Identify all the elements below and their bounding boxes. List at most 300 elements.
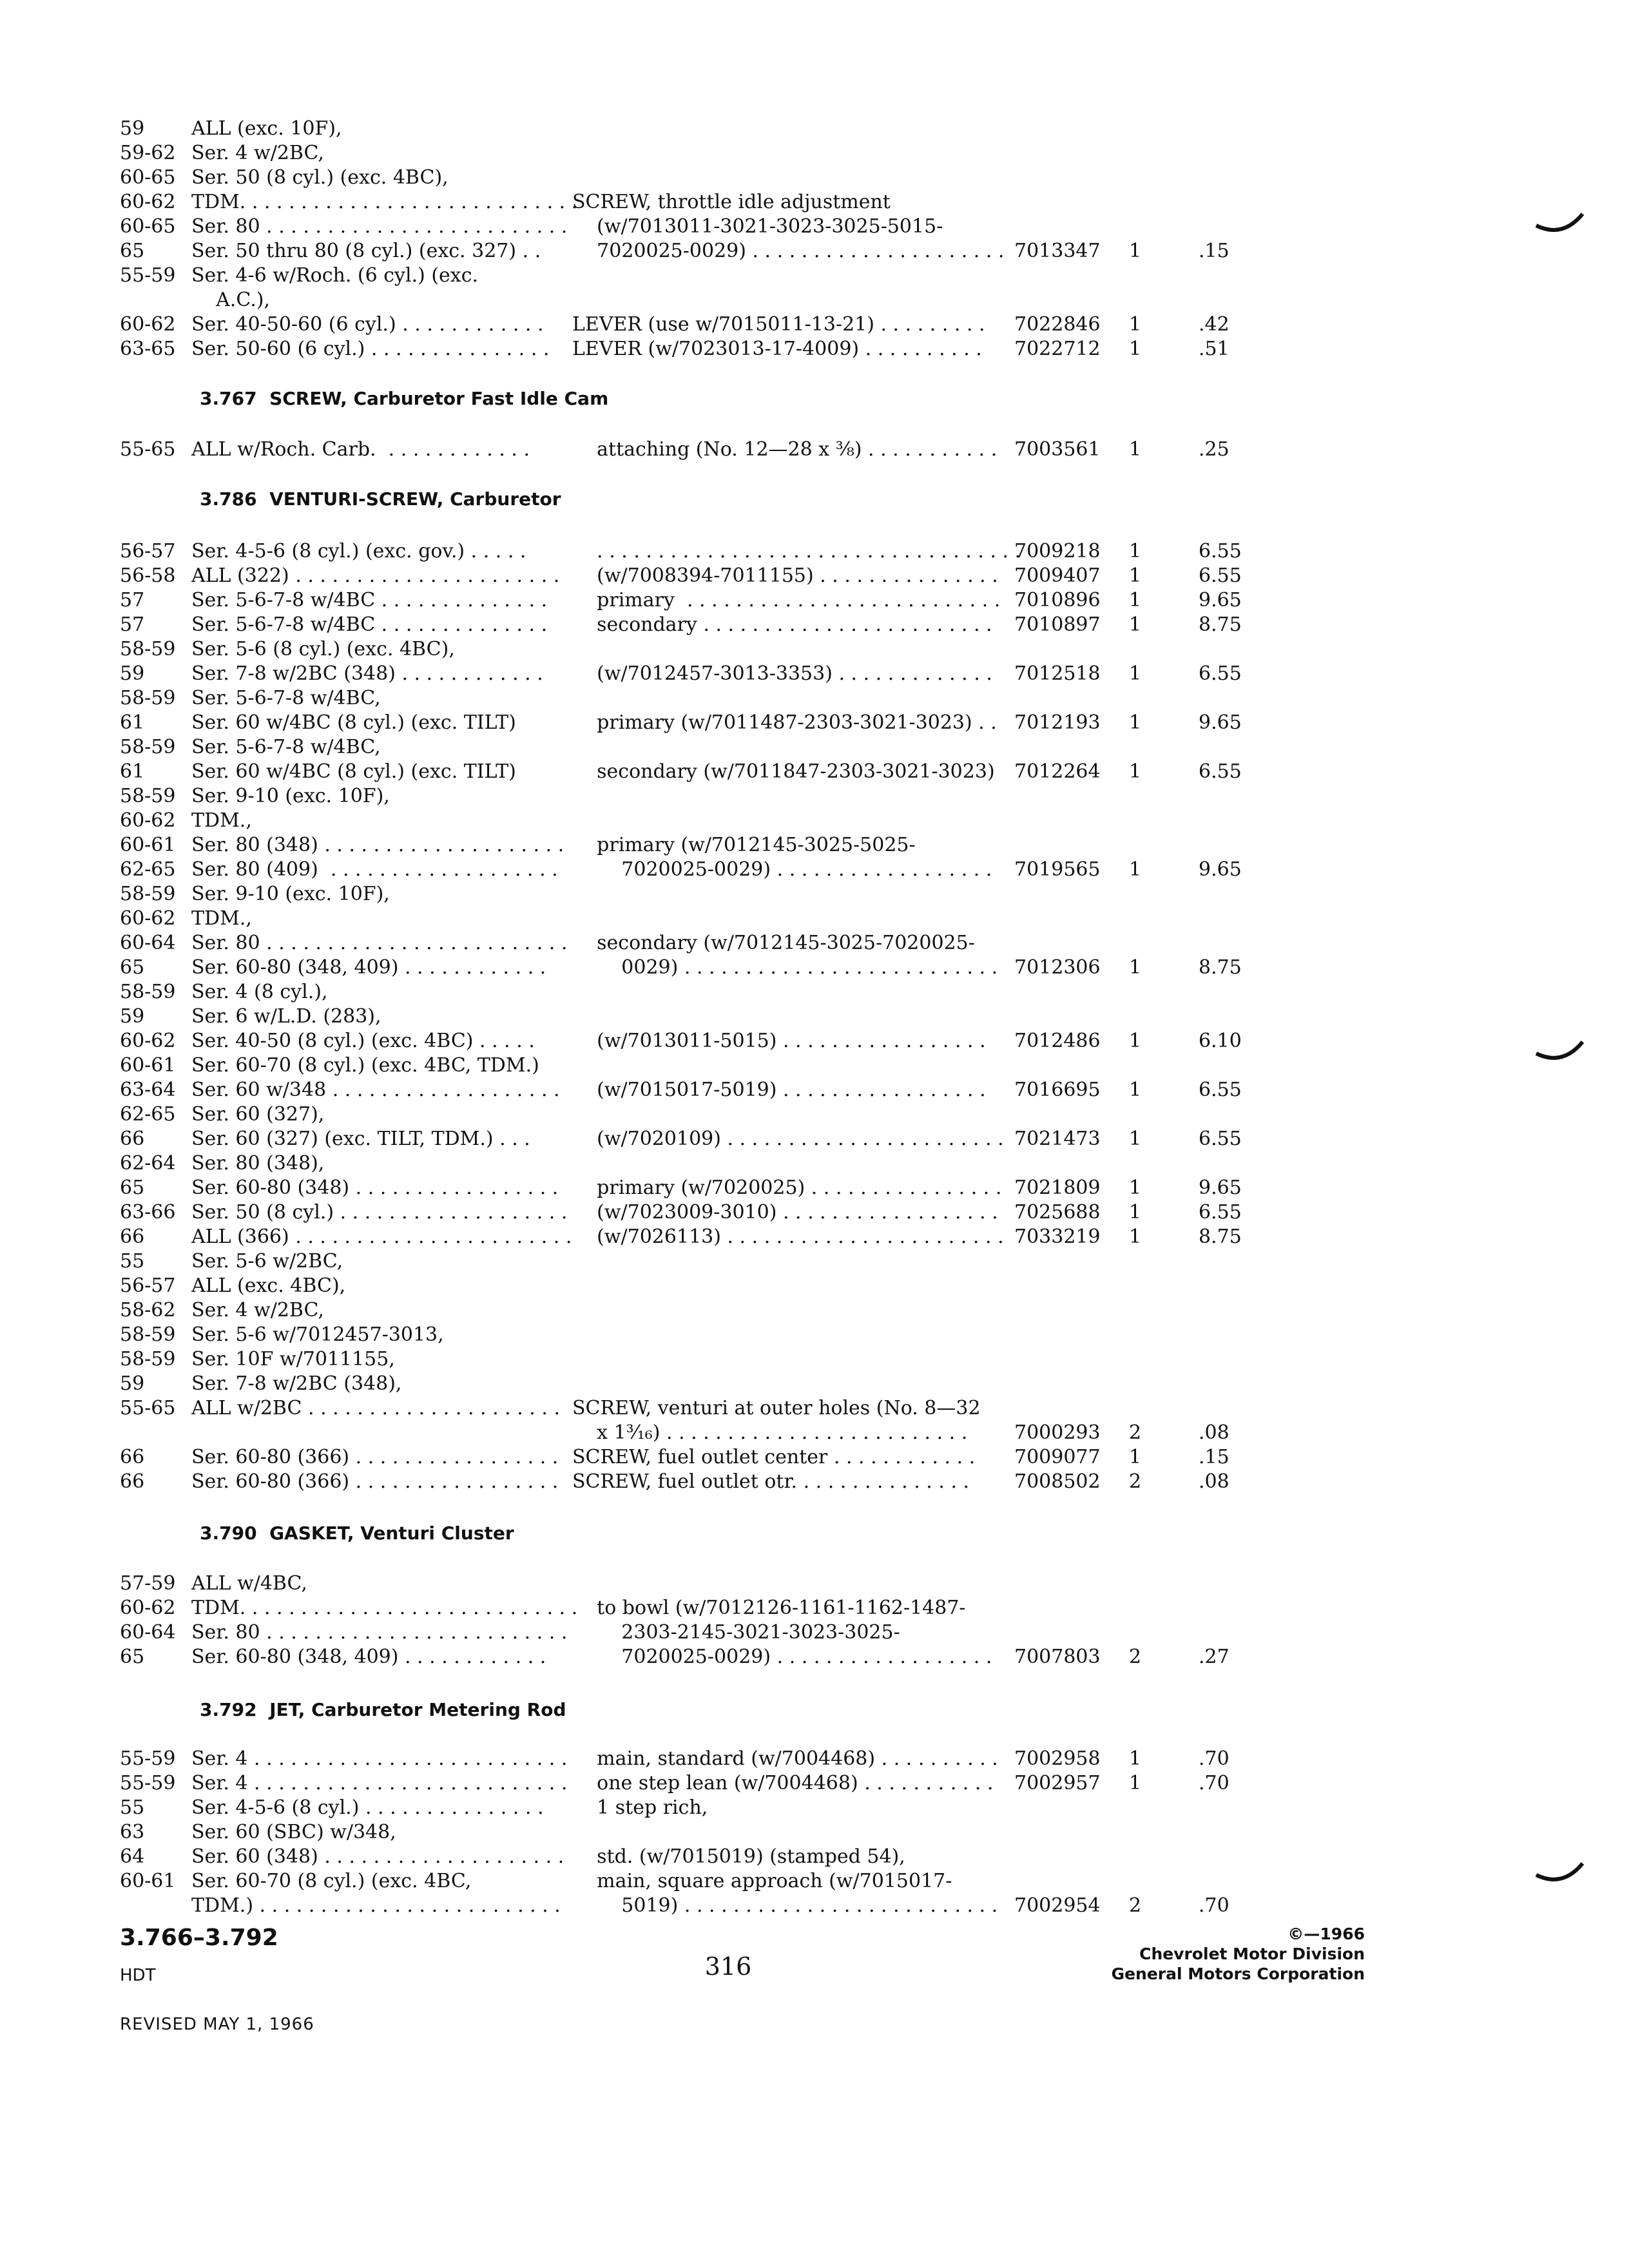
year-range: 57 [120,613,145,636]
table-row [0,930,1629,956]
table-row [0,1820,1629,1845]
quantity: 1 [1129,438,1142,461]
part-description: 7020025-0029) . . . . . . . . . . . . . . . . . . [572,1646,992,1668]
part-description: SCREW, venturi at outer holes (No. 8—32 [572,1397,981,1419]
table-row [0,906,1629,932]
division-name: Chevrolet Motor Division [1139,1945,1365,1963]
year-range: 56-58 [120,564,176,587]
part-number: 7003561 [1014,438,1101,461]
part-description: primary (w/7012145-3025-5025- [572,834,916,856]
price: 9.65 [1199,858,1242,881]
year-range: 60-64 [120,1621,176,1644]
section-heading-3767: 3.767 SCREW, Carburetor Fast Idle Cam [200,388,609,409]
quantity: 1 [1129,1225,1142,1248]
part-description: . . . . . . . . . . . . . . . . . . . . . . . . . . . . . . . . . . . [572,540,1021,562]
price: 9.65 [1199,1177,1242,1199]
part-description: primary (w/7020025) . . . . . . . . . . . . . . . . [572,1177,1002,1199]
year-range: 59 [120,1372,145,1395]
part-description: secondary (w/7011847-2303-3021-3023) [572,760,995,783]
quantity: 2 [1129,1894,1142,1917]
year-range: 58-62 [120,1299,176,1321]
section-heading-3786: 3.786 VENTURI-SCREW, Carburetor [200,488,561,510]
part-description: std. (w/7015019) (stamped 54), [572,1845,905,1868]
part-description: primary . . . . . . . . . . . . . . . . . . . . . . . . . . [572,589,1001,611]
year-range: 55-65 [120,438,176,461]
table-row [0,1893,1629,1919]
description: ALL w/2BC . . . . . . . . . . . . . . . . . . . . . [191,1397,560,1419]
quantity: 1 [1129,1446,1142,1468]
description: Ser. 60-80 (348) . . . . . . . . . . . . . . . . . [191,1177,559,1199]
description: Ser. 4 . . . . . . . . . . . . . . . . . . . . . . . . . . [191,1772,568,1794]
quantity: 1 [1129,711,1142,734]
description: ALL (exc. 4BC), [191,1274,346,1297]
table-row [0,1126,1629,1152]
year-range: 60-65 [120,166,176,189]
year-range: 66 [120,1446,145,1468]
description: Ser. 7-8 w/2BC (348) . . . . . . . . . . . . [191,662,543,685]
part-description: (w/7023009-3010) . . . . . . . . . . . . . . . . . . [572,1201,998,1224]
description: Ser. 9-10 (exc. 10F), [191,785,390,807]
quantity: 2 [1129,1421,1142,1444]
year-range: 65 [120,240,145,262]
part-description: main, square approach (w/7015017- [572,1870,952,1892]
quantity: 1 [1129,564,1142,587]
part-description: LEVER (use w/7015011-13-21) . . . . . . . . . [572,313,985,336]
part-description: primary (w/7011487-2303-3021-3023) . . [572,711,997,734]
year-range: 58-59 [120,1348,176,1370]
part-number: 7012193 [1014,711,1101,734]
description: Ser. 80 (409) . . . . . . . . . . . . . . . . . . . [191,858,558,881]
price: 6.55 [1199,662,1242,685]
description: Ser. 40-50 (8 cyl.) (exc. 4BC) . . . . . [191,1030,535,1052]
year-range: 55-59 [120,1772,176,1794]
table-row [0,710,1629,736]
description: Ser. 7-8 w/2BC (348), [191,1372,402,1395]
part-description: attaching (No. 12—28 x ⅜) . . . . . . . . . . . [572,438,998,461]
year-range: 60-61 [120,834,176,856]
description: Ser. 50-60 (6 cyl.) . . . . . . . . . . . . . . . [191,338,550,360]
table-row [0,881,1629,907]
description: Ser. 80 . . . . . . . . . . . . . . . . . . . . . . . . . [191,932,568,954]
part-number: 7000293 [1014,1421,1101,1444]
year-range: 60-61 [120,1870,176,1892]
description: Ser. 4-6 w/Roch. (6 cyl.) (exc. [191,264,479,287]
year-range: 64 [120,1845,145,1868]
part-description: (w/7008394-7011155) . . . . . . . . . . . . . . . [572,564,998,587]
table-row [0,1595,1629,1621]
year-range: 58-59 [120,883,176,905]
table-row [0,1224,1629,1250]
table-row [0,238,1629,264]
part-number: 7021473 [1014,1128,1101,1150]
price: 6.55 [1199,564,1242,587]
year-range: 61 [120,760,145,783]
table-row [0,1273,1629,1299]
part-number: 7007803 [1014,1646,1101,1668]
part-number: 7019565 [1014,858,1101,881]
year-range: 60-62 [120,1597,176,1619]
table-row [0,1396,1629,1421]
description: Ser. 60-80 (366) . . . . . . . . . . . . . . . . . [191,1470,559,1493]
year-range: 55-59 [120,1747,176,1770]
part-description: SCREW, fuel outlet otr. . . . . . . . . . . . . . . [572,1470,970,1493]
year-range: 61 [120,711,145,734]
description: Ser. 5-6-7-8 w/4BC . . . . . . . . . . . . . . [191,589,548,611]
table-row [0,1151,1629,1177]
year-range: 59 [120,117,145,140]
part-number: 7021809 [1014,1177,1101,1199]
part-description: 7020025-0029) . . . . . . . . . . . . . . . . . . . . . [572,240,1005,262]
table-row [0,539,1629,564]
description: TDM., [191,809,252,832]
year-range: 59 [120,1005,145,1028]
table-row [0,1869,1629,1894]
description: Ser. 4 . . . . . . . . . . . . . . . . . . . . . . . . . . [191,1747,568,1770]
description: Ser. 9-10 (exc. 10F), [191,883,390,905]
revision-date: REVISED MAY 1, 1966 [120,2015,314,2034]
description: TDM., [191,907,252,930]
price: 6.55 [1199,1201,1242,1224]
quantity: 1 [1129,956,1142,979]
description: Ser. 5-6-7-8 w/4BC . . . . . . . . . . . . . . [191,613,548,636]
table-row [0,1004,1629,1030]
description: ALL (exc. 10F), [191,117,342,140]
description: Ser. 6 w/L.D. (283), [191,1005,381,1028]
year-range: 66 [120,1225,145,1248]
year-range: 58-59 [120,638,176,660]
description: Ser. 60-80 (366) . . . . . . . . . . . . . . . . . [191,1446,559,1468]
price: 8.75 [1199,613,1242,636]
description: TDM. . . . . . . . . . . . . . . . . . . . . . . . . . . . [191,1597,578,1619]
table-row [0,808,1629,834]
quantity: 1 [1129,662,1142,685]
description: Ser. 5-6 w/7012457-3013, [191,1323,444,1346]
description: Ser. 60-70 (8 cyl.) (exc. 4BC, [191,1870,472,1892]
table-row [0,563,1629,589]
quantity: 1 [1129,1772,1142,1794]
price: .08 [1199,1421,1229,1444]
price: .51 [1199,338,1229,360]
price: .08 [1199,1470,1229,1493]
price: 6.10 [1199,1030,1242,1052]
table-row [0,1200,1629,1225]
table-row [0,661,1629,687]
description: Ser. 80 (348), [191,1152,325,1175]
part-description: one step lean (w/7004468) . . . . . . . . . . . [572,1772,994,1794]
part-description: 0029) . . . . . . . . . . . . . . . . . . . . . . . . . . [572,956,998,979]
year-range: 58-59 [120,981,176,1003]
description: Ser. 60 (327), [191,1103,325,1126]
description: Ser. 5-6-7-8 w/4BC, [191,687,381,709]
part-number: 7010896 [1014,589,1101,611]
year-range: 56-57 [120,540,176,562]
description: Ser. 50 thru 80 (8 cyl.) (exc. 327) . . [191,240,541,262]
price: 6.55 [1199,1128,1242,1150]
table-row [0,1298,1629,1323]
quantity: 1 [1129,613,1142,636]
quantity: 1 [1129,1747,1142,1770]
year-range: 55-59 [120,264,176,287]
description: ALL (366) . . . . . . . . . . . . . . . . . . . . . . . [191,1225,572,1248]
table-row [0,1469,1629,1495]
part-number: 7022712 [1014,338,1101,360]
price: 8.75 [1199,1225,1242,1248]
year-range: 60-62 [120,313,176,336]
description: Ser. 4 w/2BC, [191,142,324,164]
year-range: 65 [120,956,145,979]
price: .42 [1199,313,1229,336]
year-range: 58-59 [120,1323,176,1346]
year-range: 58-59 [120,736,176,758]
part-number: 7012518 [1014,662,1101,685]
quantity: 1 [1129,858,1142,881]
description: Ser. 80 . . . . . . . . . . . . . . . . . . . . . . . . . [191,1621,568,1644]
price: 6.55 [1199,540,1242,562]
table-row [0,1620,1629,1646]
year-range: 60-62 [120,907,176,930]
year-range: 63-65 [120,338,176,360]
table-row [0,1347,1629,1372]
quantity: 2 [1129,1470,1142,1493]
price: .27 [1199,1646,1229,1668]
year-range: 57 [120,589,145,611]
quantity: 1 [1129,1177,1142,1199]
year-range: 60-65 [120,215,176,238]
table-row [0,588,1629,613]
year-range: 55-65 [120,1397,176,1419]
price: .15 [1199,1446,1229,1468]
part-number: 7002958 [1014,1747,1101,1770]
description: Ser. 80 . . . . . . . . . . . . . . . . . . . . . . . . . [191,215,568,238]
description: ALL (322) . . . . . . . . . . . . . . . . . . . . . . [191,564,560,587]
page-section-range: 3.766–3.792 [120,1925,278,1951]
part-description: (w/7013011-5015) . . . . . . . . . . . . . . . . . [572,1030,986,1052]
quantity: 1 [1129,1030,1142,1052]
description: Ser. 60 w/348 . . . . . . . . . . . . . . . . . . . [191,1079,560,1101]
table-row [0,1322,1629,1348]
price: 9.65 [1199,711,1242,734]
binder-hole-mark-top [1534,206,1585,238]
part-number: 7012486 [1014,1030,1101,1052]
part-description: SCREW, fuel outlet center . . . . . . . . . . . . [572,1446,976,1468]
table-row [0,979,1629,1005]
quantity: 1 [1129,240,1142,262]
price: .15 [1199,240,1229,262]
table-row [0,1571,1629,1597]
part-number: 7008502 [1014,1470,1101,1493]
description: Ser. 4 w/2BC, [191,1299,324,1321]
section-heading-3790: 3.790 GASKET, Venturi Cluster [200,1523,514,1544]
part-number: 7002957 [1014,1772,1101,1794]
part-description: (w/7026113) . . . . . . . . . . . . . . . . . . . . . . . [572,1225,1004,1248]
year-range: 60-64 [120,932,176,954]
table-row [0,783,1629,809]
price: .70 [1199,1772,1229,1794]
part-number: 7002954 [1014,1894,1101,1917]
description: Ser. 50 (8 cyl.) . . . . . . . . . . . . . . . . . . . [191,1201,568,1224]
price: 9.65 [1199,589,1242,611]
part-number: 7012264 [1014,760,1101,783]
table-row [0,1420,1629,1446]
quantity: 2 [1129,1646,1142,1668]
description: A.C.), [191,289,271,311]
quantity: 1 [1129,1201,1142,1224]
part-number: 7010897 [1014,613,1101,636]
year-range: 56-57 [120,1274,176,1297]
year-range: 60-62 [120,1030,176,1052]
quantity: 1 [1129,338,1142,360]
part-number: 7033219 [1014,1225,1101,1248]
part-description: 2303-2145-3021-3023-3025- [572,1621,900,1644]
part-number: 7022846 [1014,313,1101,336]
quantity: 1 [1129,540,1142,562]
part-number: 7013347 [1014,240,1101,262]
part-description: 1 step rich, [572,1796,708,1819]
part-number: 7009218 [1014,540,1101,562]
copyright: ©—1966 [1287,1925,1365,1943]
table-row [0,312,1629,338]
part-description: secondary . . . . . . . . . . . . . . . . . . . . . . . . [572,613,992,636]
table-row [0,1053,1629,1079]
description: ALL w/Roch. Carb. . . . . . . . . . . . . [191,438,530,461]
price: .70 [1199,1894,1229,1917]
table-row [0,1746,1629,1772]
table-row [0,612,1629,638]
part-description: (w/7013011-3021-3023-3025-5015- [572,215,943,238]
year-range: 63 [120,1821,145,1843]
year-range: 60-62 [120,191,176,213]
table-row [0,1771,1629,1796]
table-row [0,1644,1629,1670]
description: Ser. 60-80 (348, 409) . . . . . . . . . . . . [191,956,546,979]
description: Ser. 60 (348) . . . . . . . . . . . . . . . . . . . . [191,1845,564,1868]
quantity: 1 [1129,760,1142,783]
part-description: SCREW, throttle idle adjustment [572,191,891,213]
table-row [0,1249,1629,1274]
corporation-name: General Motors Corporation [1111,1965,1365,1983]
description: Ser. 80 (348) . . . . . . . . . . . . . . . . . . . . [191,834,564,856]
year-range: 58-59 [120,687,176,709]
quantity: 1 [1129,1079,1142,1101]
table-row [0,1844,1629,1870]
description: Ser. 4 (8 cyl.), [191,981,328,1003]
year-range: 62-65 [120,1103,176,1126]
year-range: 66 [120,1470,145,1493]
year-range: 59-62 [120,142,176,164]
year-range: 62-64 [120,1152,176,1175]
description: Ser. 60 w/4BC (8 cyl.) (exc. TILT) [191,760,516,783]
part-number: 7009077 [1014,1446,1101,1468]
table-row [0,1077,1629,1103]
part-number: 7016695 [1014,1079,1101,1101]
description: Ser. 60 w/4BC (8 cyl.) (exc. TILT) [191,711,516,734]
description: Ser. 4-5-6 (8 cyl.) (exc. gov.) . . . . . [191,540,526,562]
table-row [0,287,1629,313]
catalog-code: HDT [120,1966,156,1985]
table-row [0,759,1629,785]
description: Ser. 5-6 (8 cyl.) (exc. 4BC), [191,638,455,660]
part-number: 7012306 [1014,956,1101,979]
quantity: 1 [1129,589,1142,611]
year-range: 59 [120,662,145,685]
table-row [0,1028,1629,1054]
part-number: 7025688 [1014,1201,1101,1224]
year-range: 63-64 [120,1079,176,1101]
table-row [0,1102,1629,1128]
table-row [0,1371,1629,1397]
price: .25 [1199,438,1229,461]
year-range: 58-59 [120,785,176,807]
binder-hole-mark-middle [1534,1034,1585,1066]
year-range: 55 [120,1250,145,1273]
table-row [0,686,1629,711]
table-row [0,1795,1629,1821]
part-description: secondary (w/7012145-3025-7020025- [572,932,975,954]
table-row [0,637,1629,662]
year-range: 57-59 [120,1572,176,1595]
part-description: to bowl (w/7012126-1161-1162-1487- [572,1597,966,1619]
year-range: 63-66 [120,1201,176,1224]
table-row [0,857,1629,883]
year-range: 65 [120,1646,145,1668]
price: .70 [1199,1747,1229,1770]
table-row [0,955,1629,981]
price: 6.55 [1199,1079,1242,1101]
year-range: 55 [120,1796,145,1819]
part-number: 7009407 [1014,564,1101,587]
year-range: 66 [120,1128,145,1150]
description: Ser. 5-6 w/2BC, [191,1250,343,1273]
description: Ser. 40-50-60 (6 cyl.) . . . . . . . . . . . . [191,313,544,336]
year-range: 60-62 [120,809,176,832]
description: TDM. . . . . . . . . . . . . . . . . . . . . . . . . . . . [191,191,578,213]
price: 6.55 [1199,760,1242,783]
year-range: 65 [120,1177,145,1199]
part-description: x 1³⁄₁₆) . . . . . . . . . . . . . . . . . . . . . . . . . [572,1421,968,1444]
part-description: (w/7012457-3013-3353) . . . . . . . . . . . . . [572,662,992,685]
table-row [0,832,1629,858]
table-row [0,1175,1629,1201]
table-row [0,336,1629,362]
description: TDM.) . . . . . . . . . . . . . . . . . . . . . . . . . [191,1894,561,1917]
quantity: 1 [1129,1128,1142,1150]
table-row [0,214,1629,240]
part-description: (w/7015017-5019) . . . . . . . . . . . . . . . . . [572,1079,986,1101]
table-row [0,140,1629,166]
table-row [0,165,1629,191]
page-number: 316 [704,1952,752,1981]
description: Ser. 5-6-7-8 w/4BC, [191,736,381,758]
table-row [0,263,1629,289]
part-description: (w/7020109) . . . . . . . . . . . . . . . . . . . . . . . [572,1128,1004,1150]
price: 8.75 [1199,956,1242,979]
table-row [0,116,1629,142]
description: Ser. 60-70 (8 cyl.) (exc. 4BC, TDM.) [191,1054,539,1077]
description: Ser. 60 (327) (exc. TILT, TDM.) . . . [191,1128,530,1150]
description: Ser. 4-5-6 (8 cyl.) . . . . . . . . . . . . . . . [191,1796,544,1819]
section-heading-3792: 3.792 JET, Carburetor Metering Rod [200,1699,566,1720]
table-row [0,1445,1629,1470]
description: Ser. 50 (8 cyl.) (exc. 4BC), [191,166,448,189]
part-description: LEVER (w/7023013-17-4009) . . . . . . . . . . [572,338,982,360]
part-description: main, standard (w/7004468) . . . . . . . . . . [572,1747,998,1770]
quantity: 1 [1129,313,1142,336]
description: ALL w/4BC, [191,1572,307,1595]
year-range: 62-65 [120,858,176,881]
table-row [0,437,1629,463]
year-range: 60-61 [120,1054,176,1077]
description: Ser. 10F w/7011155, [191,1348,395,1370]
